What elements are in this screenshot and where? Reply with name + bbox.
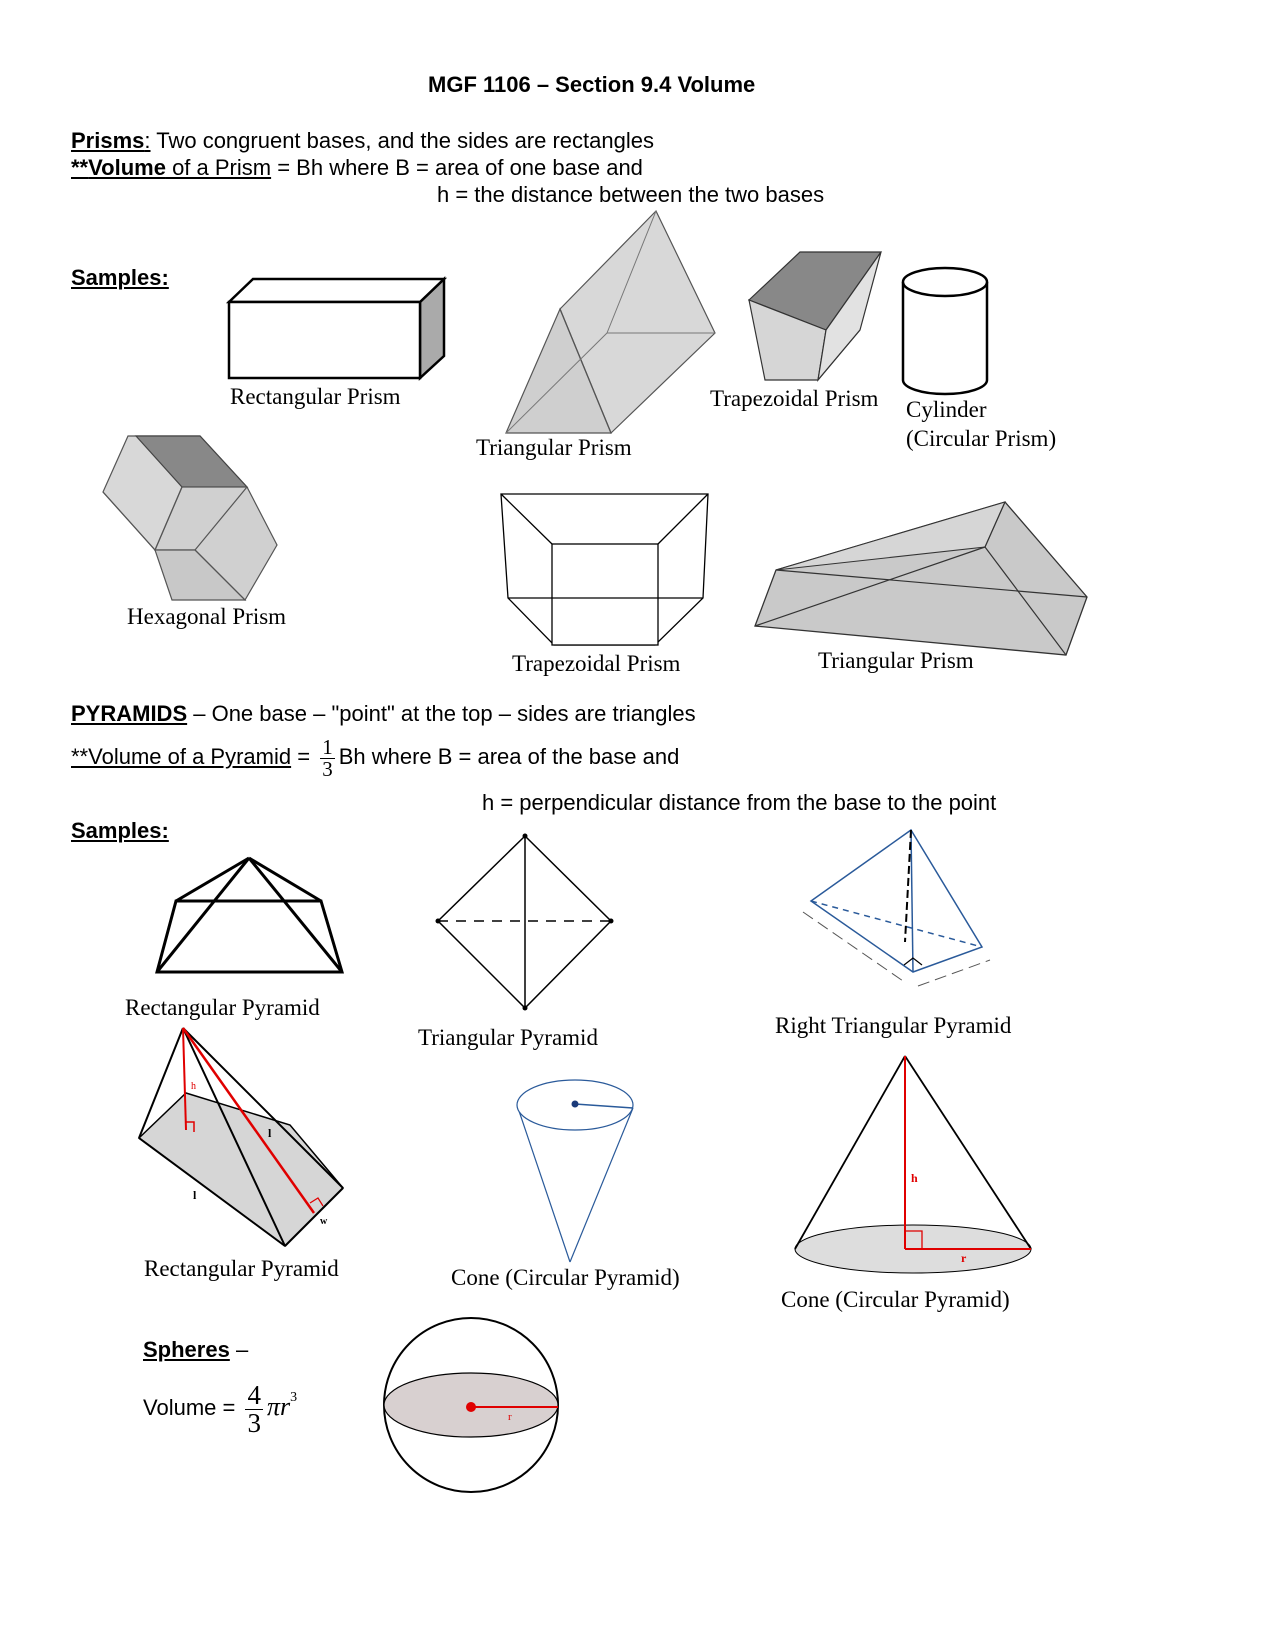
rect-pyramid-l-letter: l [193, 1188, 197, 1202]
label-cylinder-sub: (Circular Prism) [906, 426, 1057, 451]
cone-r-letter: r [961, 1251, 967, 1265]
label-trapezoidal-prism-1: Trapezoidal Prism [710, 386, 879, 411]
label-triangular-prism-2: Triangular Prism [818, 648, 974, 673]
sphere-pi-r: πr [266, 1392, 291, 1421]
sphere-r-letter: r [508, 1411, 512, 1423]
label-right-triangular-pyramid: Right Triangular Pyramid [775, 1013, 1012, 1038]
prism-volume-stars: ** [71, 155, 89, 180]
prism-volume-label-bold: Volume [88, 155, 166, 180]
spheres-dash: – [229, 1337, 249, 1362]
label-hexagonal-prism: Hexagonal Prism [127, 604, 287, 629]
pyramids-description: – One base – "point" at the top – sides are triangles [187, 701, 696, 726]
prism-samples-heading: Samples: [71, 265, 169, 290]
rect-pyramid-h-letter: h [191, 1081, 196, 1092]
prism-h-definition: h = the distance between the two bases [437, 182, 825, 207]
label-rectangular-pyramid-1: Rectangular Pyramid [125, 995, 320, 1020]
label-triangular-prism-1: Triangular Prism [476, 435, 632, 460]
label-triangular-pyramid: Triangular Pyramid [418, 1025, 598, 1050]
label-cylinder: Cylinder [906, 397, 987, 422]
pyramids-heading: PYRAMIDS [71, 701, 188, 726]
label-cone-2: Cone (Circular Pyramid) [781, 1287, 1010, 1312]
sphere-exponent: 3 [290, 1390, 298, 1405]
pyramid-h-definition: h = perpendicular distance from the base to the point [482, 790, 997, 815]
spheres-heading: Spheres [143, 1337, 230, 1362]
pyramid-samples-heading: Samples: [71, 818, 169, 843]
prisms-description: Two congruent bases, and the sides are rectangles [150, 128, 654, 153]
prisms-colon: : [144, 128, 151, 153]
label-cone-1: Cone (Circular Pyramid) [451, 1265, 680, 1290]
rect-pyramid-slant-letter: l [268, 1126, 272, 1140]
prisms-heading: Prisms [71, 128, 145, 153]
pyramid-equals: = [291, 744, 317, 769]
label-rectangular-prism: Rectangular Prism [230, 384, 401, 409]
page-title: MGF 1106 – Section 9.4 Volume [428, 72, 756, 97]
prism-volume-formula-text: = Bh where B = area of one base and [271, 155, 643, 180]
sphere-frac-den: 3 [247, 1407, 261, 1438]
pyramid-frac-num: 1 [322, 734, 333, 759]
pyramid-volume-label: **Volume of a Pyramid [71, 744, 292, 769]
sphere-frac-num: 4 [247, 1379, 261, 1410]
label-trapezoidal-prism-2: Trapezoidal Prism [512, 651, 681, 676]
rect-pyramid-w-letter: w [320, 1216, 328, 1227]
pyramid-frac-den: 3 [322, 756, 333, 781]
pyramid-formula-rest: Bh where B = area of the base and [338, 744, 680, 769]
label-rectangular-pyramid-2: Rectangular Pyramid [144, 1256, 339, 1281]
sphere-volume-label: Volume = [143, 1395, 242, 1420]
prism-volume-label-rest: of a Prism [165, 155, 272, 180]
cone-h-letter: h [911, 1171, 918, 1185]
